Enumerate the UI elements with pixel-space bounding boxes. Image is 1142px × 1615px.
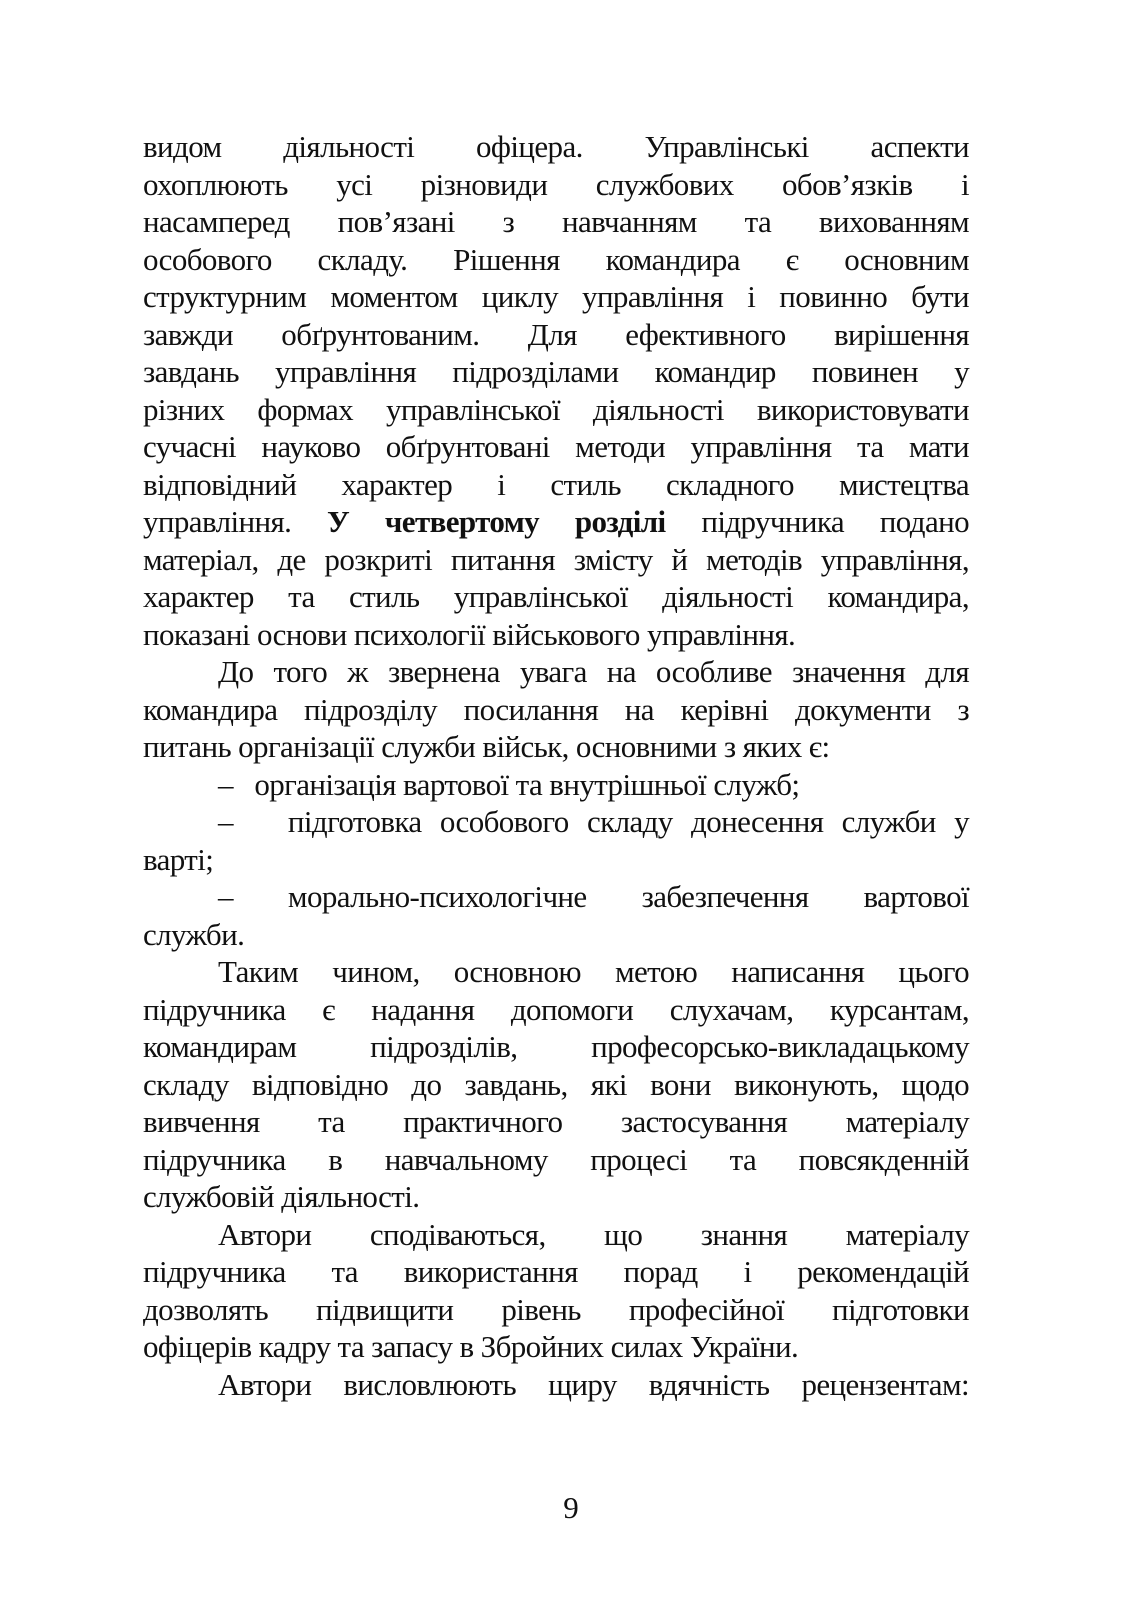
bullet-continuation: варті; [143,841,214,877]
bullet-text: підготовка особового складу донесення служби у [287,804,970,839]
text-line: завжди обґрунтованим. Для ефективного вирішення [143,316,969,352]
bullet-item [143,766,969,804]
bullet-text: організація вартової та внутрішньої служб; [254,766,800,802]
text-line: підручника в навчальному процесі та повсякденній [143,1141,969,1177]
text-line: насамперед пов’язані з навчанням та вихованням [143,204,969,239]
dash-marker: – [218,879,233,914]
bullet-item [143,878,969,916]
text-line: командирам підрозділів, професорсько-викладацькому [143,1029,969,1064]
text-line: дозволять підвищити рівень професійної підготовки [143,1291,969,1327]
text-line: службовій діяльності. [143,1179,420,1214]
text-line: підручника є надання допомоги слухачам, курсантам, [143,991,969,1027]
text-line: показані основи психології військового управління. [143,616,796,652]
bold-chapter-reference: У четвертому розділі [327,504,666,539]
text-line: Автори висловлюють щиру вдячність рецензентам: [218,1366,969,1402]
text-line: Таким чином, основною метою написання цього [218,954,969,989]
text-line: матеріал, де розкриті питання змісту й методів управління, [143,541,969,577]
text-line: Автори сподіваються, що знання матеріалу [218,1216,969,1252]
text-line: питань організації служби військ, основними з яких є: [143,729,830,764]
text-line: До того ж звернена увага на особливе значення для [218,654,969,689]
page-number: 9 [563,1490,579,1525]
text-line: складу відповідно до завдань, які вони виконують, щодо [143,1066,969,1102]
text-line: відповідний характер і стиль складного мистецтва [143,466,969,502]
text-segment: управління. [143,504,328,539]
dash-marker: – [218,804,233,839]
dash-marker: – [218,766,233,802]
text-line: різних формах управлінської діяльності використовувати [143,391,969,427]
text-line: особового складу. Рішення командира є основним [143,241,969,277]
text-line: сучасні науково обґрунтовані методи управління та мати [143,429,969,464]
text-segment: підручника подано [701,504,970,539]
text-line: завдань управління підрозділами командир повинен у [143,354,969,389]
text-line: охоплюють усі різновиди службових обов’язків і [143,166,969,202]
text-line: вивчення та практичного застосування матеріалу [143,1104,969,1139]
text-line-with-bold [143,503,969,541]
text-line: характер та стиль управлінської діяльності командира, [143,579,969,614]
bullet-text: морально-психологічне забезпечення вартової [287,879,969,914]
text-line: видом діяльності офіцера. Управлінські аспекти [143,129,969,164]
text-line: структурним моментом циклу управління і повинно бути [143,279,969,314]
text-line: командира підрозділу посилання на керівні документи з [143,691,969,727]
bullet-item [143,803,969,841]
text-line: офіцерів кадру та запасу в Збройних силах України. [143,1329,799,1364]
bullet-continuation: служби. [143,916,245,952]
document-page [143,128,969,1403]
text-line: підручника та використання порад і рекомендацій [143,1254,969,1289]
